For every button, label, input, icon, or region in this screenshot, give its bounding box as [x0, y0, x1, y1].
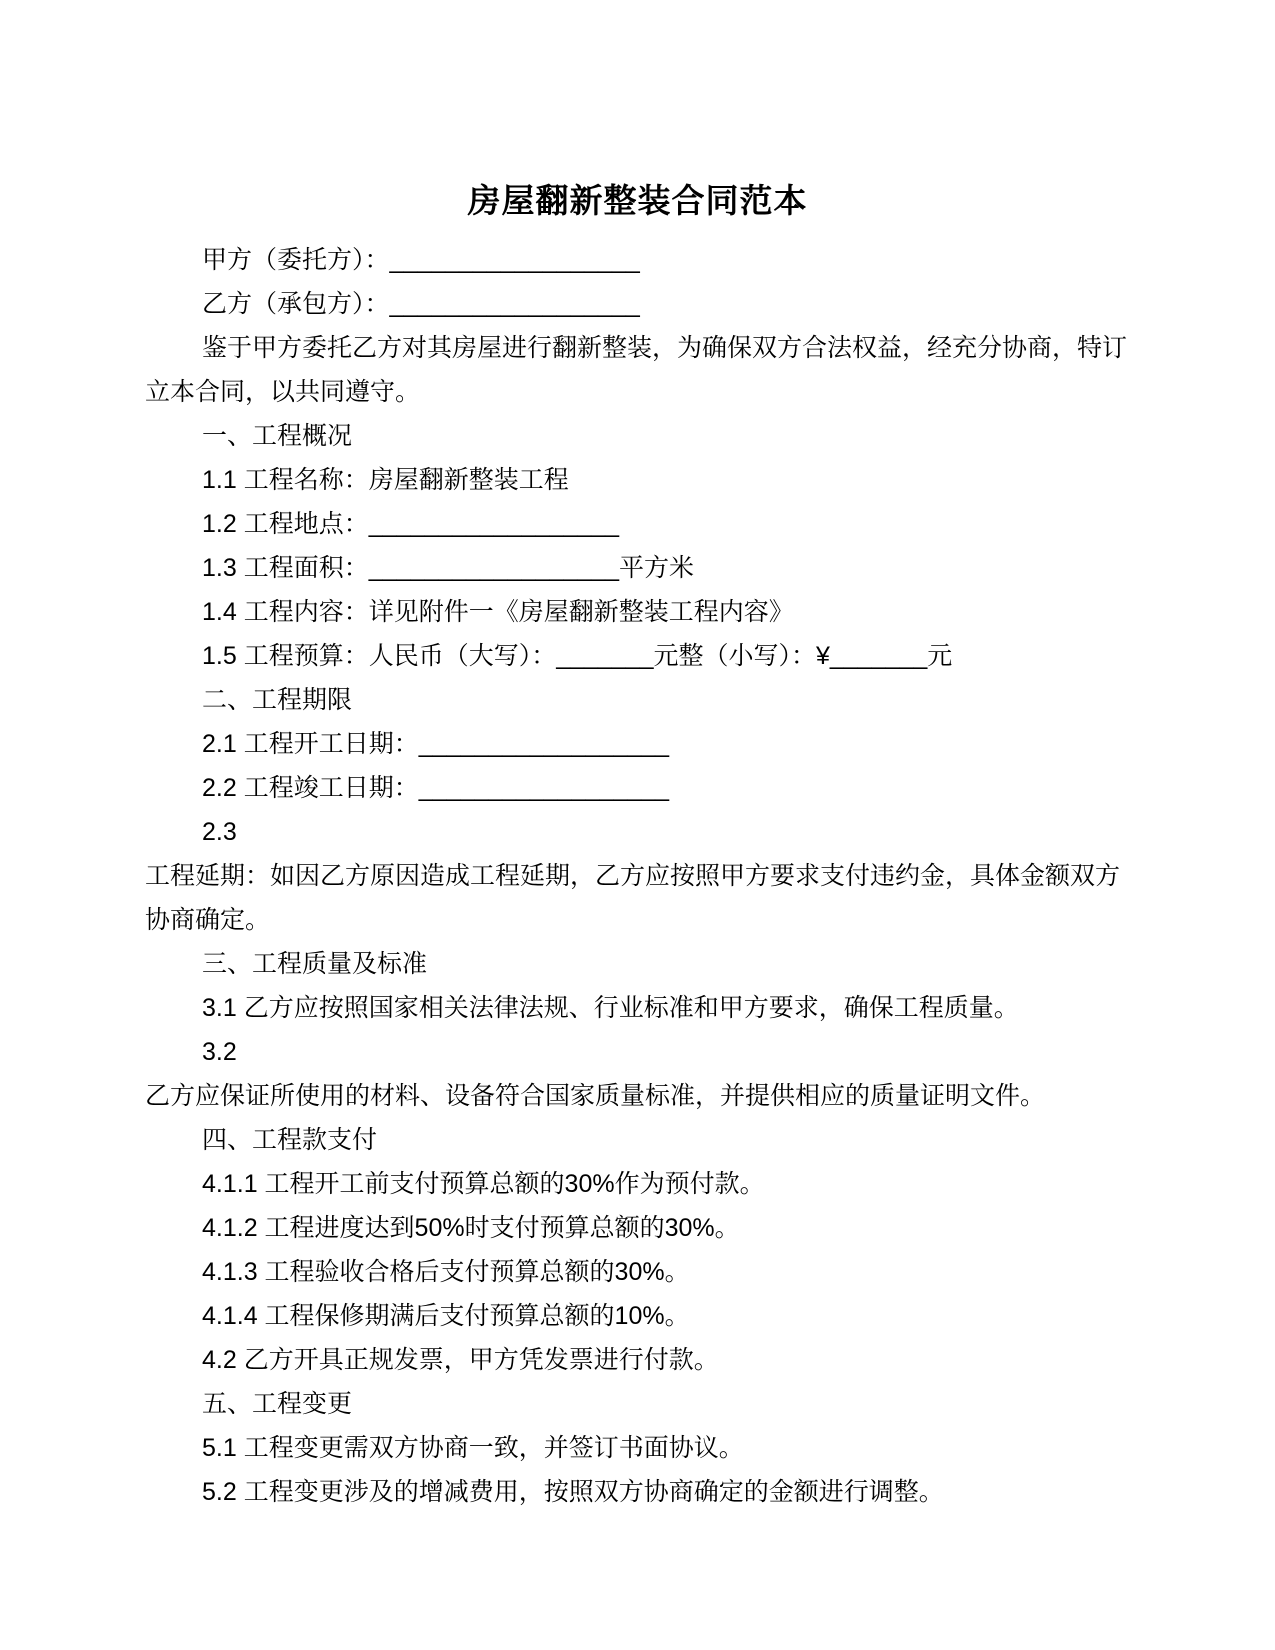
clause-3-1: 3.1 乙方应按照国家相关法律法规、行业标准和甲方要求，确保工程质量。 — [202, 994, 1019, 1022]
clause-5-1: 5.1 工程变更需双方协商一致，并签订书面协议。 — [202, 1434, 744, 1462]
contract-body — [145, 238, 1130, 1514]
line-party-b: 乙方（承包方）：__________________ — [202, 290, 640, 318]
clause-1-2: 1.2 工程地点：__________________ — [202, 510, 619, 538]
clause-2-3-body-2: 协商确定。 — [145, 906, 271, 934]
clause-4-1-1: 4.1.1 工程开工前支付预算总额的30%作为预付款。 — [202, 1170, 765, 1198]
line-preamble-1: 鉴于甲方委托乙方对其房屋进行翻新整装，为确保双方合法权益，经充分协商，特订 — [202, 334, 1128, 362]
heading-section-3: 三、工程质量及标准 — [202, 950, 428, 978]
clause-2-3-number: 2.3 — [202, 818, 237, 846]
heading-section-1: 一、工程概况 — [202, 422, 353, 450]
clause-3-2-number: 3.2 — [202, 1038, 237, 1066]
heading-section-5: 五、工程变更 — [202, 1390, 353, 1418]
line-preamble-2: 立本合同，以共同遵守。 — [145, 378, 421, 406]
contract-title: 房屋翻新整装合同范本 — [467, 182, 808, 219]
clause-4-2: 4.2 乙方开具正规发票，甲方凭发票进行付款。 — [202, 1346, 719, 1374]
clause-1-3: 1.3 工程面积：__________________平方米 — [202, 554, 694, 582]
clause-2-1: 2.1 工程开工日期：__________________ — [202, 730, 669, 758]
clause-2-2: 2.2 工程竣工日期：__________________ — [202, 774, 669, 802]
heading-section-4: 四、工程款支付 — [202, 1126, 378, 1154]
line-party-a: 甲方（委托方）：__________________ — [202, 246, 640, 274]
clause-2-3-body-1: 工程延期：如因乙方原因造成工程延期，乙方应按照甲方要求支付违约金，具体金额双方 — [145, 862, 1121, 890]
clause-4-1-3: 4.1.3 工程验收合格后支付预算总额的30%。 — [202, 1258, 690, 1286]
clause-1-5: 1.5 工程预算：人民币（大写）：_______元整（小写）：¥_______元 — [202, 642, 953, 670]
heading-section-2: 二、工程期限 — [202, 686, 353, 714]
clause-4-1-4: 4.1.4 工程保修期满后支付预算总额的10%。 — [202, 1302, 690, 1330]
clause-3-2-body: 乙方应保证所使用的材料、设备符合国家质量标准，并提供相应的质量证明文件。 — [145, 1082, 1046, 1110]
clause-4-1-2: 4.1.2 工程进度达到50%时支付预算总额的30%。 — [202, 1214, 740, 1242]
clause-1-4: 1.4 工程内容：详见附件一《房屋翻新整装工程内容》 — [202, 598, 794, 626]
clause-5-2: 5.2 工程变更涉及的增减费用，按照双方协商确定的金额进行调整。 — [202, 1478, 944, 1506]
clause-1-1: 1.1 工程名称：房屋翻新整装工程 — [202, 466, 569, 494]
